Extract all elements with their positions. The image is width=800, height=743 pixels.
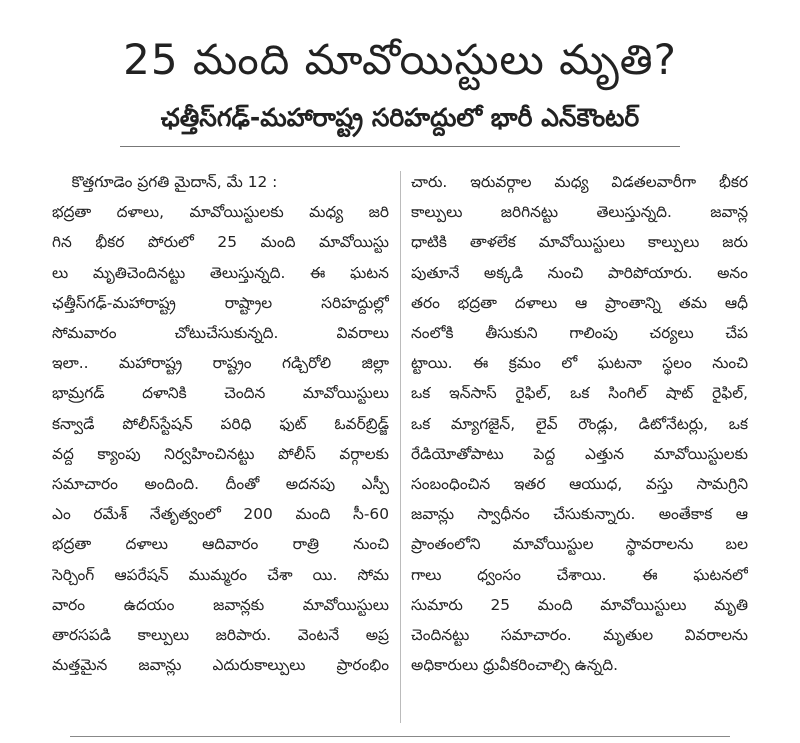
body-line: ఎం రమేశ్ నేతృత్వంలో 200 మంది సీ-60	[52, 505, 389, 524]
right-column	[411, 167, 748, 727]
headline: 25 మంది మావోయిస్టులు మృతి?	[123, 35, 677, 84]
body-line: ఒక మ్యాగజైన్, లైవ్ రౌండ్లు, డిటోనేటర్లు, ఒక	[411, 414, 748, 433]
body-line: లు మృతిచెందినట్టు తెలుస్తున్నది. ఈ ఘటన	[52, 263, 389, 282]
column-divider	[400, 171, 401, 723]
body-line: భద్రతా దళాలు, మావోయిస్టులకు మధ్య జరి	[52, 203, 389, 222]
body-line: ట్టాయి. ఈ క్రమం లో ఘటనా స్థలం నుంచి	[411, 354, 748, 373]
body-line: ధాటికి తాళలేక మావోయిస్టులు కాల్పులు జరు	[411, 233, 748, 252]
body-line: భామ్రగడ్ దళానికి చెందిన మావోయిస్టులు	[52, 384, 389, 403]
body-line: వద్ద క్యాంపు నిర్వహించినట్టు పోలీస్ వర్గాలకు	[52, 444, 389, 463]
body-line: గాలు ధ్వంసం చేశాయి. ఈ ఘటనలో	[411, 565, 748, 584]
body-line: సుమారు 25 మంది మావోయిస్టులు మృతి	[411, 595, 748, 614]
body-line: తరం భద్రతా దళాలు ఆ ప్రాంతాన్ని తమ ఆధీ	[411, 293, 748, 312]
left-column	[52, 167, 389, 727]
body-line: సంబంధించిన ఇతర ఆయుధ, వస్తు సామగ్రిని	[411, 475, 748, 494]
body-line: ఛత్తీస్‌గఢ్‌-మహారాష్ట్ర రాష్ట్రాల సరిహద్దుల్లో	[52, 293, 389, 312]
body-line: సెర్చింగ్ ఆపరేషన్ ముమ్మరం చేశా యి. సోమ	[52, 565, 389, 584]
bottom-rule	[70, 736, 730, 737]
body-line: ఇలా.. మహారాష్ట్ర రాష్ట్రం గడ్చిరోలి జిల్లా	[52, 354, 389, 373]
body-line: కన్వాడే పోలీస్‌స్టేషన్ పరిధి ఫుట్ ఓవర్‌బ్రిడ్జ్	[52, 414, 389, 433]
body-line: కాల్పులు జరిగినట్టు తెలుస్తున్నది. జవాన్ల	[411, 203, 748, 222]
body-line: సోమవారం చోటుచేసుకున్నది. వివరాలు	[52, 324, 389, 343]
body-line: కొత్తగూడెం ప్రగతి మైదాన్, మే 12 :	[52, 173, 278, 191]
subheadline-underline	[120, 146, 680, 147]
article-body	[52, 167, 748, 727]
body-line: రేడియోతోపాటు పెద్ద ఎత్తున మావోయిస్టులకు	[411, 444, 748, 463]
body-line: పుతూనే అక్కడి నుంచి పారిపోయారు. అనం	[411, 263, 748, 282]
body-line: ప్రాంతంలోని మావోయిస్టుల స్థావరాలను బల	[411, 535, 748, 554]
body-line: గిన భీకర పోరులో 25 మంది మావోయిస్టు	[52, 233, 389, 252]
body-line: జవాన్లు స్వాధీనం చేసుకున్నారు. అంతేకాక ఆ	[411, 505, 748, 524]
body-line: అధికారులు ధ్రువీకరించాల్సి ఉన్నది.	[411, 656, 619, 675]
body-line: చెందినట్టు సమాచారం. మృతుల వివరాలను	[411, 626, 748, 645]
body-line: నంలోకి తీసుకుని గాలింపు చర్యలు చేప	[411, 324, 748, 343]
body-line: వారం ఉదయం జవాన్లకు మావోయిస్టులు	[52, 595, 389, 614]
body-line: తారసపడి కాల్పులు జరిపారు. వెంటనే అప్ర	[52, 626, 389, 645]
body-line: మత్తమైన జవాన్లు ఎదురుకాల్పులు ప్రారంభిం	[52, 656, 389, 675]
subheadline: ఛత్తీస్‌గఢ్‌-మహారాష్ట్ర సరిహద్దులో భారీ ఎన్‌కౌంటర్	[160, 103, 640, 132]
body-line: ఒక ఇన్‌సాస్ రైఫిల్, ఒక సింగిల్ షాట్ రైఫిల్,	[411, 384, 748, 403]
body-line: సమాచారం అందింది. దీంతో అదనపు ఎస్పీ	[52, 475, 389, 494]
body-line: భద్రతా దళాలు ఆదివారం రాత్రి నుంచి	[52, 535, 389, 554]
body-line: చారు. ఇరువర్గాల మధ్య విడతలవారీగా భీకర	[411, 173, 748, 191]
